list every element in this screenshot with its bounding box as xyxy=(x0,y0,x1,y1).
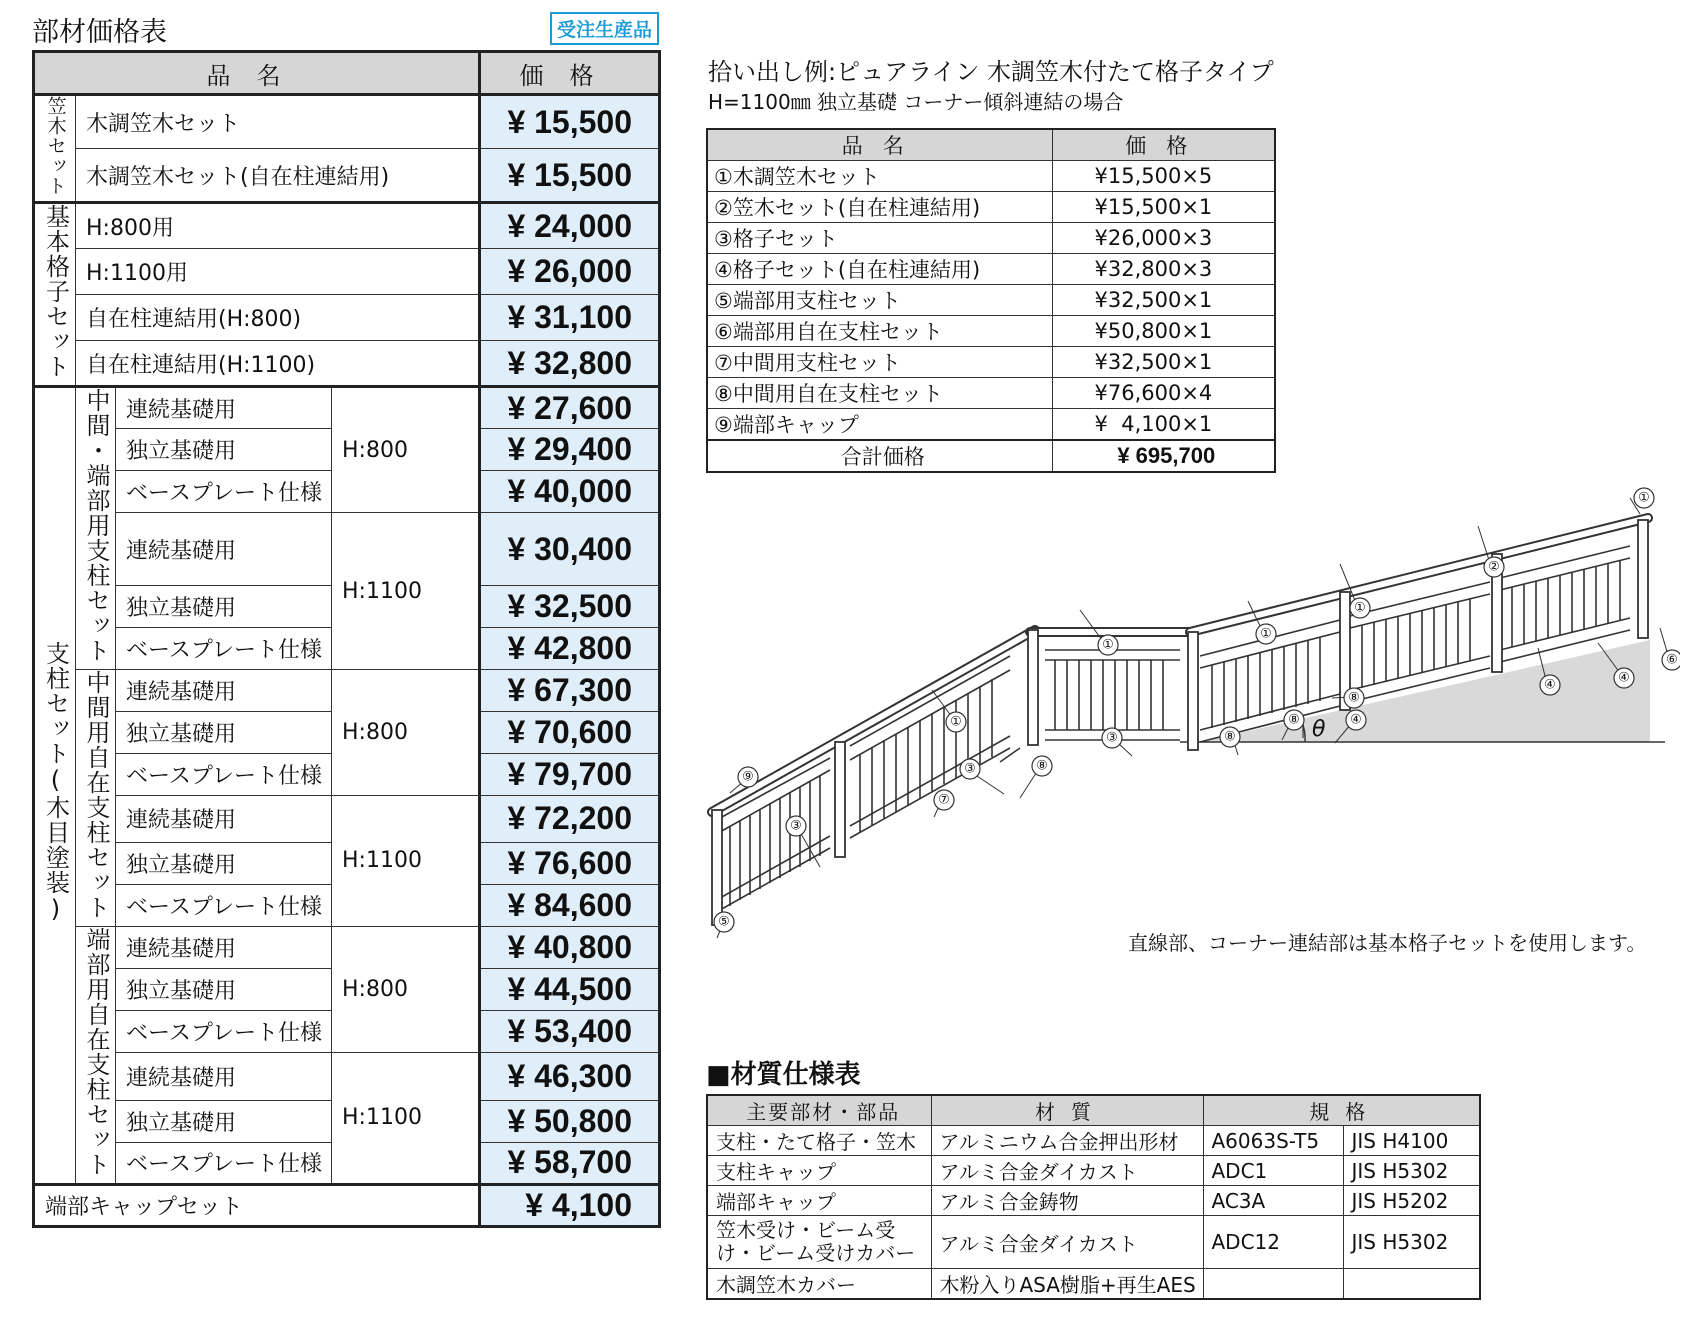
item-name: 自在柱連結用(H:800) xyxy=(76,295,480,341)
item-name: 連続基礎用 xyxy=(116,796,332,843)
material-header xyxy=(707,1095,1480,1126)
item-price: ¥ 46,300 xyxy=(480,1052,660,1100)
callout-5: ⑤ xyxy=(718,914,730,930)
item-price: ¥ 79,700 xyxy=(480,754,660,796)
table-row xyxy=(707,1186,1480,1216)
height-label: H:800 xyxy=(332,670,480,796)
item-price: ¥15,500×5 xyxy=(1052,161,1275,192)
table-row xyxy=(34,513,660,586)
item-price: ¥ 24,000 xyxy=(480,203,660,249)
item-price: ¥ 40,800 xyxy=(480,926,660,968)
item-name: H:800用 xyxy=(76,203,480,249)
material-name: アルミニウム合金押出形材 xyxy=(931,1126,1203,1156)
table-row xyxy=(707,192,1275,223)
item-price: ¥15,500×1 xyxy=(1052,192,1275,223)
callout-6: ⑥ xyxy=(1666,652,1678,668)
callout-3: ③ xyxy=(1106,730,1118,746)
header-standard: 規格 xyxy=(1203,1095,1480,1126)
lattice-panel-b xyxy=(1045,650,1180,740)
item-name: 自在柱連結用(H:1100) xyxy=(76,341,480,387)
table-row xyxy=(707,409,1275,441)
part-name: 笠木受け・ビーム受け・ビーム受けカバー xyxy=(707,1216,931,1269)
item-name: ⑤端部用支柱セット xyxy=(707,285,1052,316)
base-line xyxy=(1000,748,1020,762)
standard-code: AC3A xyxy=(1203,1186,1343,1216)
jis-code: JIS H5302 xyxy=(1343,1216,1480,1269)
made-to-order-badge: 受注生産品 xyxy=(550,12,659,45)
table-row xyxy=(34,295,660,341)
item-name: 独立基礎用 xyxy=(116,712,332,754)
part-name: 端部キャップ xyxy=(707,1186,931,1216)
item-name: ベースプレート仕様 xyxy=(116,1010,332,1052)
part-name: 木調笠木カバー xyxy=(707,1269,931,1300)
table-row xyxy=(34,1052,660,1100)
item-name: ベースプレート仕様 xyxy=(116,471,332,513)
item-name: ⑦中間用支柱セット xyxy=(707,347,1052,378)
header-part: 主要部材・部品 xyxy=(707,1095,931,1126)
item-price: ¥ 15,500 xyxy=(480,149,660,203)
item-name: H:1100用 xyxy=(76,249,480,295)
item-name: 独立基礎用 xyxy=(116,429,332,471)
item-price: ¥ 27,600 xyxy=(480,387,660,429)
item-name: 連続基礎用 xyxy=(116,513,332,586)
item-price: ¥ 4,100 xyxy=(480,1184,660,1226)
callout-8: ⑧ xyxy=(1036,758,1048,774)
callout-1: ① xyxy=(950,714,962,730)
material-table-title: ■材質仕様表 xyxy=(706,1060,861,1090)
lattice-panel-e xyxy=(1500,546,1630,662)
table-row xyxy=(34,95,660,149)
table-row xyxy=(34,670,660,712)
table-row xyxy=(707,1156,1480,1186)
item-price: ¥ 50,800 xyxy=(480,1100,660,1142)
item-price: ¥ 84,600 xyxy=(480,884,660,926)
slope-ground xyxy=(1200,640,1650,742)
height-label: H:1100 xyxy=(332,796,480,927)
item-price: ¥ 31,100 xyxy=(480,295,660,341)
height-label: H:1100 xyxy=(332,1052,480,1184)
item-name: ベースプレート仕様 xyxy=(116,884,332,926)
item-name: 独立基礎用 xyxy=(116,1100,332,1142)
example-subtitle: H=1100㎜ 独立基礎 コーナー傾斜連結の場合 xyxy=(708,90,1124,114)
callout-3: ③ xyxy=(790,818,802,834)
item-name: ①木調笠木セット xyxy=(707,161,1052,192)
item-name: ベースプレート仕様 xyxy=(116,1142,332,1184)
table-row xyxy=(707,1269,1480,1300)
item-price: ¥ 32,500 xyxy=(480,586,660,628)
railing-diagram xyxy=(700,480,1680,960)
total-label: 合計価格 xyxy=(707,440,1052,472)
item-price: ¥ 58,700 xyxy=(480,1142,660,1184)
table-row xyxy=(707,347,1275,378)
callout-4: ④ xyxy=(1350,712,1362,728)
item-price: ¥ 32,800 xyxy=(480,341,660,387)
price-table-title: 部材価格表 xyxy=(32,17,167,48)
group-koushi: 基本格子セット xyxy=(34,203,76,387)
subgroup-chukan-tanbu: 中間・端部用支柱セット xyxy=(76,387,116,670)
table-row xyxy=(34,387,660,429)
item-price: ¥32,800×3 xyxy=(1052,254,1275,285)
item-price: ¥ 30,400 xyxy=(480,513,660,586)
price-table-header xyxy=(34,52,660,95)
item-price: ¥ 44,500 xyxy=(480,968,660,1010)
table-row xyxy=(707,1216,1480,1269)
item-name: 連続基礎用 xyxy=(116,926,332,968)
example-header-name: 品名 xyxy=(707,129,1052,161)
item-name: ベースプレート仕様 xyxy=(116,754,332,796)
item-price: ¥ 26,000 xyxy=(480,249,660,295)
item-name: ベースプレート仕様 xyxy=(116,628,332,670)
callout-9: ⑨ xyxy=(742,769,754,785)
item-price: ¥50,800×1 xyxy=(1052,316,1275,347)
item-price: ¥ 76,600 xyxy=(480,842,660,884)
handrail-inner xyxy=(712,630,1035,812)
table-row xyxy=(34,926,660,968)
total-price: ¥ 695,700 xyxy=(1052,440,1275,472)
item-price: ¥ 40,000 xyxy=(480,471,660,513)
total-row xyxy=(707,440,1275,472)
table-row xyxy=(707,161,1275,192)
item-name: ④格子セット(自在柱連結用) xyxy=(707,254,1052,285)
group-shichu: 支柱セット(木目塗装) xyxy=(34,387,76,1185)
item-price: ¥ 72,200 xyxy=(480,796,660,843)
callout-8: ⑧ xyxy=(1224,729,1236,745)
material-name: アルミ合金ダイカスト xyxy=(931,1156,1203,1186)
material-name: 木粉入りASA樹脂+再生AES xyxy=(931,1269,1203,1300)
table-row xyxy=(707,285,1275,316)
jis-code: JIS H4100 xyxy=(1343,1126,1480,1156)
item-price: ¥ 53,400 xyxy=(480,1010,660,1052)
item-price: ¥ 15,500 xyxy=(480,95,660,149)
height-label: H:800 xyxy=(332,387,480,513)
item-price: ¥26,000×3 xyxy=(1052,223,1275,254)
table-row xyxy=(34,341,660,387)
item-name: 木調笠木セット xyxy=(76,95,480,149)
table-row xyxy=(707,254,1275,285)
standard-code: ADC12 xyxy=(1203,1216,1343,1269)
example-header xyxy=(707,129,1275,161)
standard-code: ADC1 xyxy=(1203,1156,1343,1186)
item-name: ③格子セット xyxy=(707,223,1052,254)
group-kasagi: 笠木セット xyxy=(34,95,76,203)
material-table xyxy=(706,1094,1481,1300)
item-name: ⑨端部キャップ xyxy=(707,409,1052,441)
callout-4: ④ xyxy=(1618,670,1630,686)
item-price: ¥76,600×4 xyxy=(1052,378,1275,409)
subgroup-tanbu-jizai: 端部用自在支柱セット xyxy=(76,926,116,1184)
height-label: H:1100 xyxy=(332,513,480,670)
jis-code xyxy=(1343,1269,1480,1300)
material-name: アルミ合金鋳物 xyxy=(931,1186,1203,1216)
jis-code: JIS H5302 xyxy=(1343,1156,1480,1186)
callout-8: ⑧ xyxy=(1288,712,1300,728)
item-name: ②笠木セット(自在柱連結用) xyxy=(707,192,1052,223)
table-row xyxy=(34,149,660,203)
example-title: 拾い出し例:ピュアライン 木調笠木付たて格子タイプ xyxy=(708,58,1274,86)
callout-1: ① xyxy=(1354,600,1366,616)
item-price: ¥32,500×1 xyxy=(1052,347,1275,378)
item-name: 端部キャップセット xyxy=(34,1184,480,1226)
item-name: ⑧中間用自在支柱セット xyxy=(707,378,1052,409)
item-price: ¥ 42,800 xyxy=(480,628,660,670)
callout-1: ① xyxy=(1260,626,1272,642)
price-table xyxy=(32,50,661,1228)
item-name: 独立基礎用 xyxy=(116,842,332,884)
subgroup-chukan-jizai: 中間用自在支柱セット xyxy=(76,670,116,927)
item-name: 木調笠木セット(自在柱連結用) xyxy=(76,149,480,203)
height-label: H:800 xyxy=(332,926,480,1052)
item-name: 独立基礎用 xyxy=(116,586,332,628)
standard-code: A6063S-T5 xyxy=(1203,1126,1343,1156)
table-row xyxy=(34,796,660,843)
header-name: 品名 xyxy=(34,52,480,95)
callout-4: ④ xyxy=(1544,677,1556,693)
item-price: ¥ 70,600 xyxy=(480,712,660,754)
callout-1: ① xyxy=(1102,637,1114,653)
table-row xyxy=(34,249,660,295)
table-row xyxy=(34,203,660,249)
item-price: ¥ 67,300 xyxy=(480,670,660,712)
table-row xyxy=(707,223,1275,254)
callout-1: ① xyxy=(1638,490,1650,506)
callout-2: ② xyxy=(1488,559,1500,575)
callout-8: ⑧ xyxy=(1348,690,1360,706)
item-name: 連続基礎用 xyxy=(116,1052,332,1100)
item-price: ¥ 29,400 xyxy=(480,429,660,471)
standard-code xyxy=(1203,1269,1343,1300)
table-row xyxy=(707,316,1275,347)
item-name: 連続基礎用 xyxy=(116,387,332,429)
item-price: ¥ 4,100×1 xyxy=(1052,409,1275,441)
item-name: 連続基礎用 xyxy=(116,670,332,712)
lattice-panel-a2 xyxy=(850,656,1010,838)
angle-label: θ xyxy=(1312,717,1326,742)
example-header-price: 価格 xyxy=(1052,129,1275,161)
callout-3: ③ xyxy=(964,761,976,777)
item-name: ⑥端部用自在支柱セット xyxy=(707,316,1052,347)
table-row xyxy=(707,1126,1480,1156)
part-name: 支柱・たて格子・笠木 xyxy=(707,1126,931,1156)
header-price: 価格 xyxy=(480,52,660,95)
table-row xyxy=(707,378,1275,409)
header-material: 材質 xyxy=(931,1095,1203,1126)
material-name: アルミ合金ダイカスト xyxy=(931,1216,1203,1269)
item-name: 独立基礎用 xyxy=(116,968,332,1010)
part-name: 支柱キャップ xyxy=(707,1156,931,1186)
item-price: ¥32,500×1 xyxy=(1052,285,1275,316)
example-table xyxy=(706,128,1276,473)
jis-code: JIS H5202 xyxy=(1343,1186,1480,1216)
callout-7: ⑦ xyxy=(938,792,950,808)
handrail-inner xyxy=(1190,518,1648,632)
usage-note: 直線部、コーナー連結部は基本格子セットを使用します。 xyxy=(1128,931,1647,955)
table-row xyxy=(34,1184,660,1226)
